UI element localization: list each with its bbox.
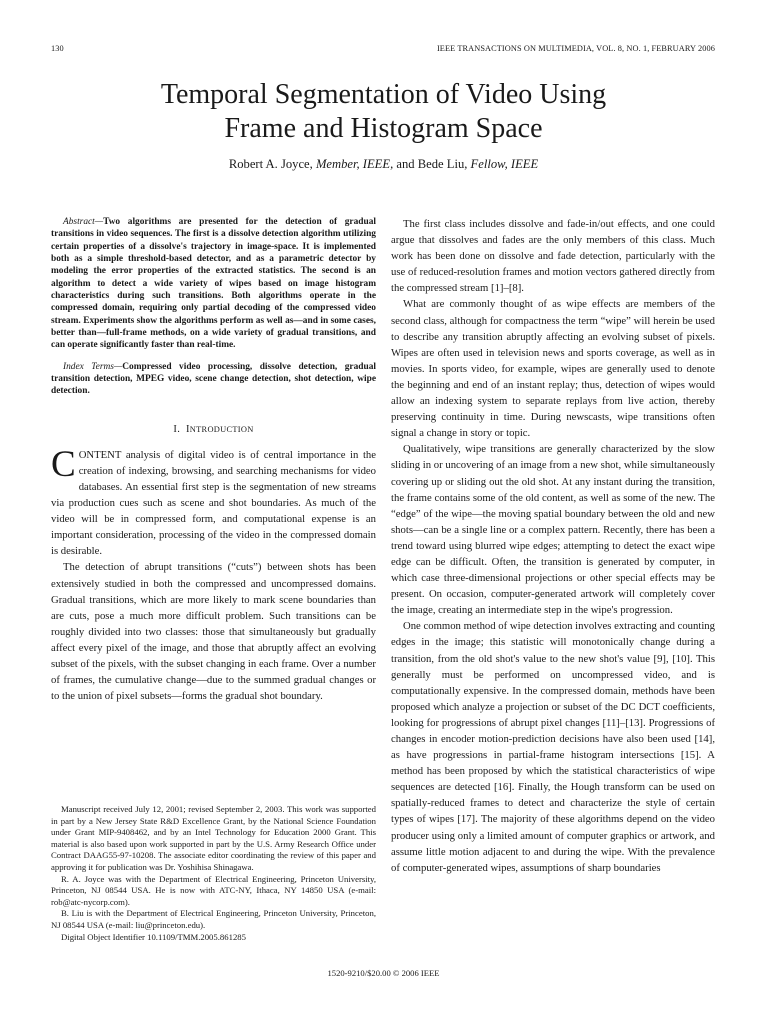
paper-title: [0, 78, 767, 146]
right-column: [391, 216, 715, 958]
title-line-1: Temporal Segmentation of Video Using: [160, 79, 607, 110]
section-heading-introduction: I. INTRODUCTION: [173, 423, 254, 435]
running-header: IEEE TRANSACTIONS ON MULTIMEDIA, VOL. 8, NO. 1, FEBRUARY 2006: [436, 44, 715, 53]
title-line-2: Frame and Histogram Space: [224, 113, 543, 144]
footnotes: [51, 804, 376, 943]
index-terms-lead: Index Terms—: [63, 361, 123, 372]
intro-paragraph-2: The detection of abrupt transitions (“cuts”) between shots has been extensively studied in both the compressed and uncompressed domains. Gradual transitions, which are more likely to mark scene boundaries than are cuts, pose a much more difficult problem. Such transitions can be roughly divided into two classes: those that simultaneously but gradually affect every pixel of the image, and those that abruptly affect an evolving subset of the pixels, with the subset changing in each frame. Over a number of frames, the cumulative change—due to the summed gradual changes or to the union of pixel subsets—forms the gradual shot boundary.: [51, 561, 376, 703]
drop-cap: C: [51, 443, 76, 485]
index-terms: [51, 361, 376, 398]
author-1: Robert A. Joyce,: [228, 157, 313, 171]
right-paragraph-3: Qualitatively, wipe transitions are generally characterized by the slow sliding in or uncovering of an image from a new shot, while simultaneously covering up or sliding out the old shot. At any instant during the transition, the frame contains some of the old content, as well as some of the new. The “edge” of the wipe—the moving spatial boundary between the old and new shots—can be a single line or a complex pattern. Recently, there has been a trend toward using blurred wipe edges; attempting to detect the exact wipe edge can be difficult. Often, the transition is generated by computer, in which case three-dimensional projections or other special effects may be present. On occasion, computer-generated artwork will completely cover the image, creating an intermediate step in the wipe's progression.: [391, 443, 715, 617]
abstract-lead: Abstract—: [63, 217, 104, 227]
abstract-text: Two algorithms are presented for the detection of gradual transitions in video sequences. The first is a dissolve detection algorithm utilizing certain properties of a dissolve's trajectory in image-space. It is implemented both as a simple threshold-based detector, and as a parametric detector by modeling the error properties of the extracted statistics. The second is an algorithm to detect a wide variety of wipes based on image histogram characteristics during such transitions. Both algorithms operate in the compressed domain, requiring only partial decoding of the compressed video stream. Experiments show the algorithms perform as well as—and in some cases, better than—full-frame methods, on a wide variety of gradual transitions, and can operate significantly faster than real-time.: [51, 217, 376, 351]
copyright-footer: 1520-9210/$20.00 © 2006 IEEE: [327, 968, 440, 978]
right-paragraph-4: One common method of wipe detection involves extracting and counting edges in the image; this statistic will monotonically change during a transition, from the old shot's value to the new shot's value [9], [10]. This generally must be performed on uncompressed video, and is computationally expensive. In the compressed domain, methods have been proposed which analyze a projection or subset of the DC DCT coefficients, looking for progressions of abrupt pixel changes [11]–[13]. Progressions of changes in encoder motion-prediction decisions have also been used [14], as have progressions in partial-frame histogram intersections [15]. A method has been proposed by which the statistical characteristics of wipe sequences are detected [16]. Finally, the Hough transform can be used on spatially-reduced frames to detect and characterize the style of certain types of wipes [17]. The majority of these algorithms depend on the video producer using only a limited amount of computer graphics or artwork, and assume little motion adjacent to and during the wipe. With the prevalence of computer-generated wipes, assumptions of sharp boundaries: [391, 620, 715, 874]
author-2-role: Fellow, IEEE: [470, 157, 539, 171]
intro-paragraph-1: CONTENT analysis of digital video is of central importance in the creation of indexing, browsing, and searching mechanisms for video databases. An essential first step is the segmentation of new streams via production cues such as scene and shot boundaries. As much of the video will be in compressed form, and computational expense is an important consideration, processing of the video in the compressed domain is desirable.: [51, 443, 376, 558]
footnote-liu: B. Liu is with the Department of Electrical Engineering, Princeton University, Princeton, NJ 08544 USA (e-mail: liu@princeton.edu).: [51, 908, 376, 930]
right-paragraph-1: The first class includes dissolve and fade-in/out effects, and one could argue that dissolves and fades are the only members of this class. Much work has been done on dissolve and fade detection, particularly with the use of reduced-resolution frames and motion vectors gathered directly from the compressed stream [1]–[8].: [391, 218, 715, 295]
author-line: [0, 157, 767, 172]
footnote-joyce: R. A. Joyce was with the Department of Electrical Engineering, Princeton University, Princeton, NJ 08544 USA. He is now with ATC-NY, Ithaca, NY 14850 USA (e-mail: rob@atc-nycorp.com).: [51, 873, 376, 907]
left-column: [51, 216, 376, 776]
intro-text: [51, 443, 376, 705]
index-terms-text: Compressed video processing, dissolve detection, gradual transition detection, MPEG video, scene change detection, shot detection, wipe detection.: [51, 361, 376, 397]
author-1-role: Member, IEEE,: [315, 157, 394, 171]
author-2: and Bede Liu,: [396, 157, 468, 171]
abstract: [51, 216, 376, 352]
footnote-doi: Digital Object Identifier 10.1109/TMM.2005.861285: [61, 931, 246, 942]
footnote-manuscript: Manuscript received July 12, 2001; revised September 2, 2003. This work was supported in part by a New Jersey State R&D Excellence Grant, by the National Science Foundation under Grant MIP-9408462, and by an Intel Technology for Education 2000 Grant. This material is also based upon work supported in part by the U.S. Army Research Office under Contract DAAG55-97-10208. The associate editor coordinating the review of this paper and approving it for publication was Dr. Yoshihisa Shinagawa.: [51, 804, 376, 872]
right-paragraph-2: What are commonly thought of as wipe effects are members of the second class, although for compactness the term “wipe” will herein be used to describe any transition abruptly affecting an evolving subset of pixels. Wipes are often used in television news and sports coverage, as well as in movies. In sports video, for example, wipes are generally used to denote the beginning and end of an instant replay; thus, detection of wipes would allow an indexing system to separate replays from live action, thereby preserving continuity in time. During newscasts, wipe transitions often signal a change in story or topic.: [391, 298, 715, 440]
page-number: 130: [51, 44, 64, 53]
